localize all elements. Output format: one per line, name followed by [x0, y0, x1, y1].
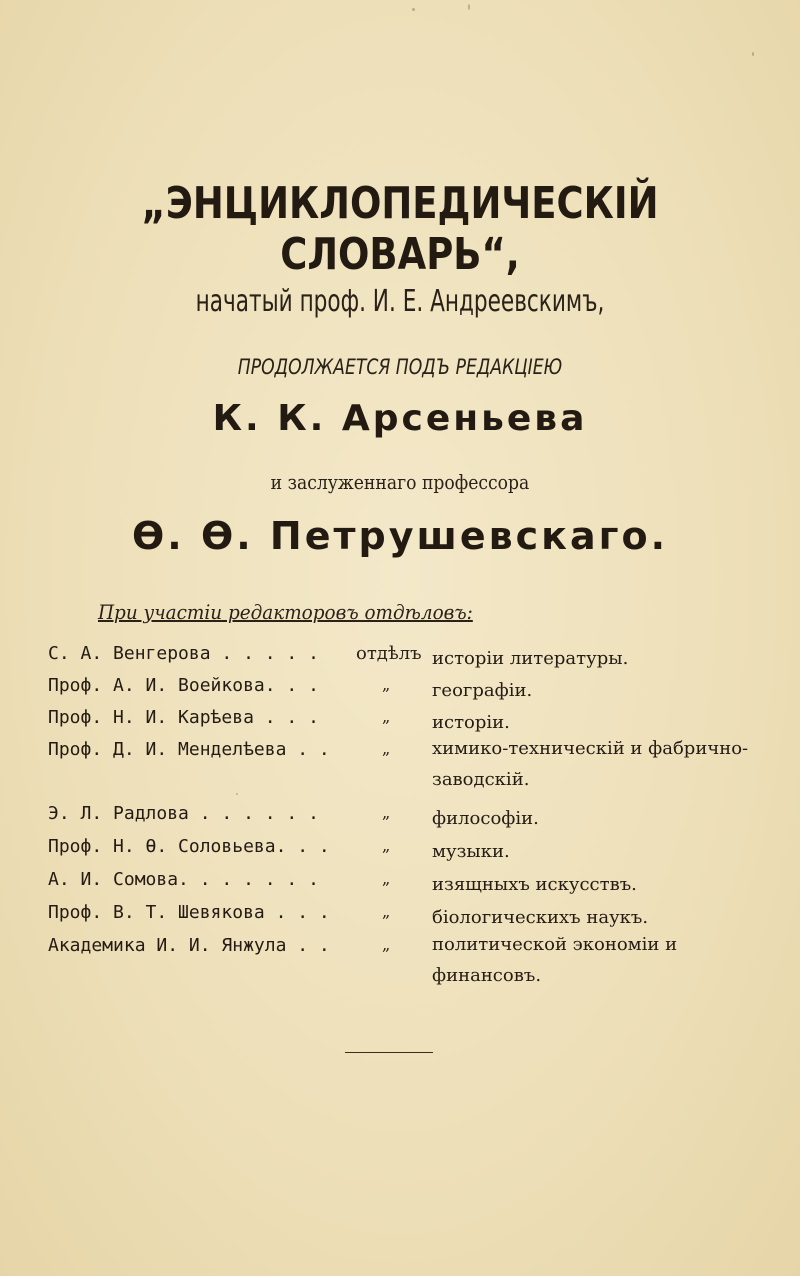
paper-speck — [468, 4, 470, 10]
editor-row — [0, 643, 800, 673]
editor-row — [0, 803, 800, 833]
editor-row-name: Проф. А. И. Воейкова. . . — [48, 675, 319, 696]
editor-row-department: музыки. — [432, 841, 510, 862]
editor-row-prefix: „ — [382, 739, 391, 758]
editor-row-prefix: „ — [382, 675, 391, 694]
editor-row-prefix: „ — [382, 803, 391, 822]
editor-row — [0, 902, 800, 932]
editor-row — [0, 869, 800, 899]
editor-row-name: А. И. Сомова. . . . . . . — [48, 869, 319, 890]
editor-row-prefix: „ — [382, 707, 391, 726]
editor-row — [0, 739, 800, 801]
editor-row-department: политической экономіи и финансовъ. — [432, 934, 678, 986]
closing-rule — [345, 1052, 433, 1053]
editor-row-name: Э. Л. Радлова . . . . . . — [48, 803, 319, 824]
editor-row-prefix: отдѣлъ — [356, 643, 422, 664]
editor-row-department: исторіи литературы. — [432, 648, 629, 669]
editor-row-prefix: „ — [382, 935, 391, 954]
second-editor-name: Ѳ. Ѳ. Петрушевскаго. — [131, 514, 669, 558]
editor-row-department: философіи. — [432, 808, 539, 829]
editor-row — [0, 675, 800, 705]
editor-row-department: біологическихъ наукъ. — [432, 907, 649, 928]
editor-row-department: географіи. — [432, 680, 533, 701]
editor-row-name: Проф. Н. И. Карѣева . . . — [48, 707, 319, 728]
editor-name: К. К. Арсеньева — [212, 398, 588, 439]
editor-row-name: Академика И. И. Янжула . . — [48, 935, 330, 956]
editor-row-name: С. А. Венгерова . . . . . — [48, 643, 319, 664]
editor-row-prefix: „ — [382, 869, 391, 888]
paper-speck — [236, 793, 238, 795]
editor-row-name: Проф. В. Т. Шевякова . . . — [48, 902, 330, 923]
participation-heading: При участіи редакторовъ отдѣловъ: — [98, 600, 473, 624]
continued-under-editorship: ПРОДОЛЖАЕТСЯ ПОДЪ РЕДАКЦІЕЮ — [237, 355, 563, 379]
editor-row-department: химико-техническій и фабрично-заводскій. — [432, 738, 749, 790]
paper-speck — [752, 52, 754, 56]
editor-row-name: Проф. Н. Ѳ. Соловьева. . . — [48, 836, 330, 857]
editor-row-name: Проф. Д. И. Менделѣева . . — [48, 739, 330, 760]
and-professor-line: и заслуженнаго профессора — [270, 470, 530, 494]
main-title: „ЭНЦИКЛОПЕДИЧЕСКІЙ СЛОВАРЬ“, — [141, 178, 659, 280]
editor-row — [0, 836, 800, 866]
editor-row-department: изящныхъ искусствъ. — [432, 874, 637, 895]
subtitle: начатый проф. И. Е. Андреевскимъ, — [195, 284, 605, 319]
paper-speck — [412, 8, 415, 11]
editor-row-prefix: „ — [382, 836, 391, 855]
editor-row-prefix: „ — [382, 902, 391, 921]
editor-row-department: исторіи. — [432, 712, 510, 733]
editor-row — [0, 935, 800, 997]
